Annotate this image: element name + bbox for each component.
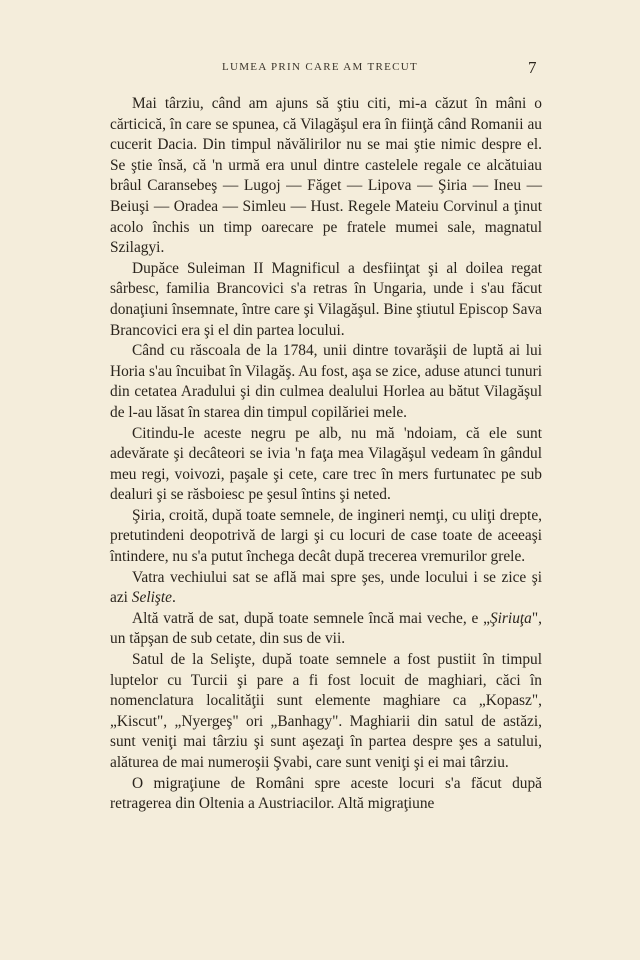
paragraph-7-italic: Şiriuţa	[489, 609, 532, 627]
paragraph-6	[110, 568, 542, 609]
paragraph-2: Dupăce Suleiman II Magnificul a desfiinţat şi al doilea regat sârbesc, familia Brancovici s'a retras în Ungaria, unde i s'au făcut donaţiuni însemnate, între care şi Vilagăşul. Bine ştiutul Episcop Sava Brancovici era şi el din partea locului.	[110, 259, 542, 339]
body-text	[110, 94, 542, 815]
paragraph-5: Şiria, croită, după toate semnele, de ingineri nemţi, cu uliţi drepte, pretutindeni deopotrivă de largi şi cu locuri de case toate de aceeaşi întindere, nu s'a putut închega decât după trecerea vremurilor grele.	[110, 506, 542, 566]
running-title: LUMEA PRIN CARE AM TRECUT	[221, 61, 419, 73]
paragraph-6-end: .	[171, 589, 176, 607]
paragraph-9: O migraţiune de Români spre aceste locuri s'a făcut după retragerea din Oltenia a Austriacilor. Altă migraţiune	[110, 774, 542, 813]
paragraph-6-text: Vatra vechiului sat se află mai spre şes, unde locului i se zice şi azi	[110, 568, 542, 607]
paragraph-7-text: Altă vatră de sat, după toate semnele încă mai veche, e „	[132, 609, 490, 627]
paragraph-7	[110, 609, 542, 650]
paragraph-8: Satul de la Selişte, după toate semnele a fost pustiit în timpul luptelor cu Turcii şi pare a fi fost locuit de maghiari, căci în nomenclatura localităţii sunt elemente maghiare ca „Kopasz", „Kiscut", „Nyergeş" ori „Banhagy". Maghiarii din satul de astăzi, sunt veniţi mai târziu şi sunt aşezaţi în partea despre şes a satului, alăturea de mai numeroşii Şvabi, care sunt veniţi şi ei mai târziu.	[110, 651, 542, 771]
paragraph-4: Citindu-le aceste negru pe alb, nu mă 'ndoiam, că ele sunt adevărate şi decâteori se ivia 'n faţa mea Vilagăşul vedeam în gândul meu regi, voivozi, paşale şi cete, care trec în mers furtunatec pe sub dealuri şi se răsboiesc pe şesul întins şi neted.	[110, 424, 542, 504]
paragraph-1: Mai târziu, când am ajuns să ştiu citi, mi-a căzut în mâni o cărticică, în care se spunea, că Vilagăşul era în fiinţă când Romanii au cucerit Dacia. Din timpul năvălirilor nu se mai ştie nimic despre el. Se ştie însă, că 'n urmă era unul dintre castelele regale ce alcătuiau brâul Caransebeş — Lugoj — Făget — Lipova — Şiria — Ineu — Beiuşi — Oradea — Simleu — Hust. Regele Mateiu Corvinul a ţinut acolo închis un timp oarecare pe fratele mumei sale, magnatul Szilagyi.	[110, 95, 542, 257]
paragraph-6-italic: Selişte	[131, 589, 172, 607]
paragraph-3: Când cu răscoala de la 1784, unii dintre tovarăşii de luptă ai lui Horia s'au încuibat în Vilagăş. Au fost, aşa se zice, aduse atunci tunuri din cetatea Aradului şi din culmea dealului Horlea au bătut Vilagăşul de l-au lăsat în starea din timpul copilăriei mele.	[110, 342, 542, 421]
paragraph-7-end: ", un tăpşan de sub cetate, din sus de vii.	[110, 609, 542, 648]
page-number: 7	[528, 58, 537, 77]
